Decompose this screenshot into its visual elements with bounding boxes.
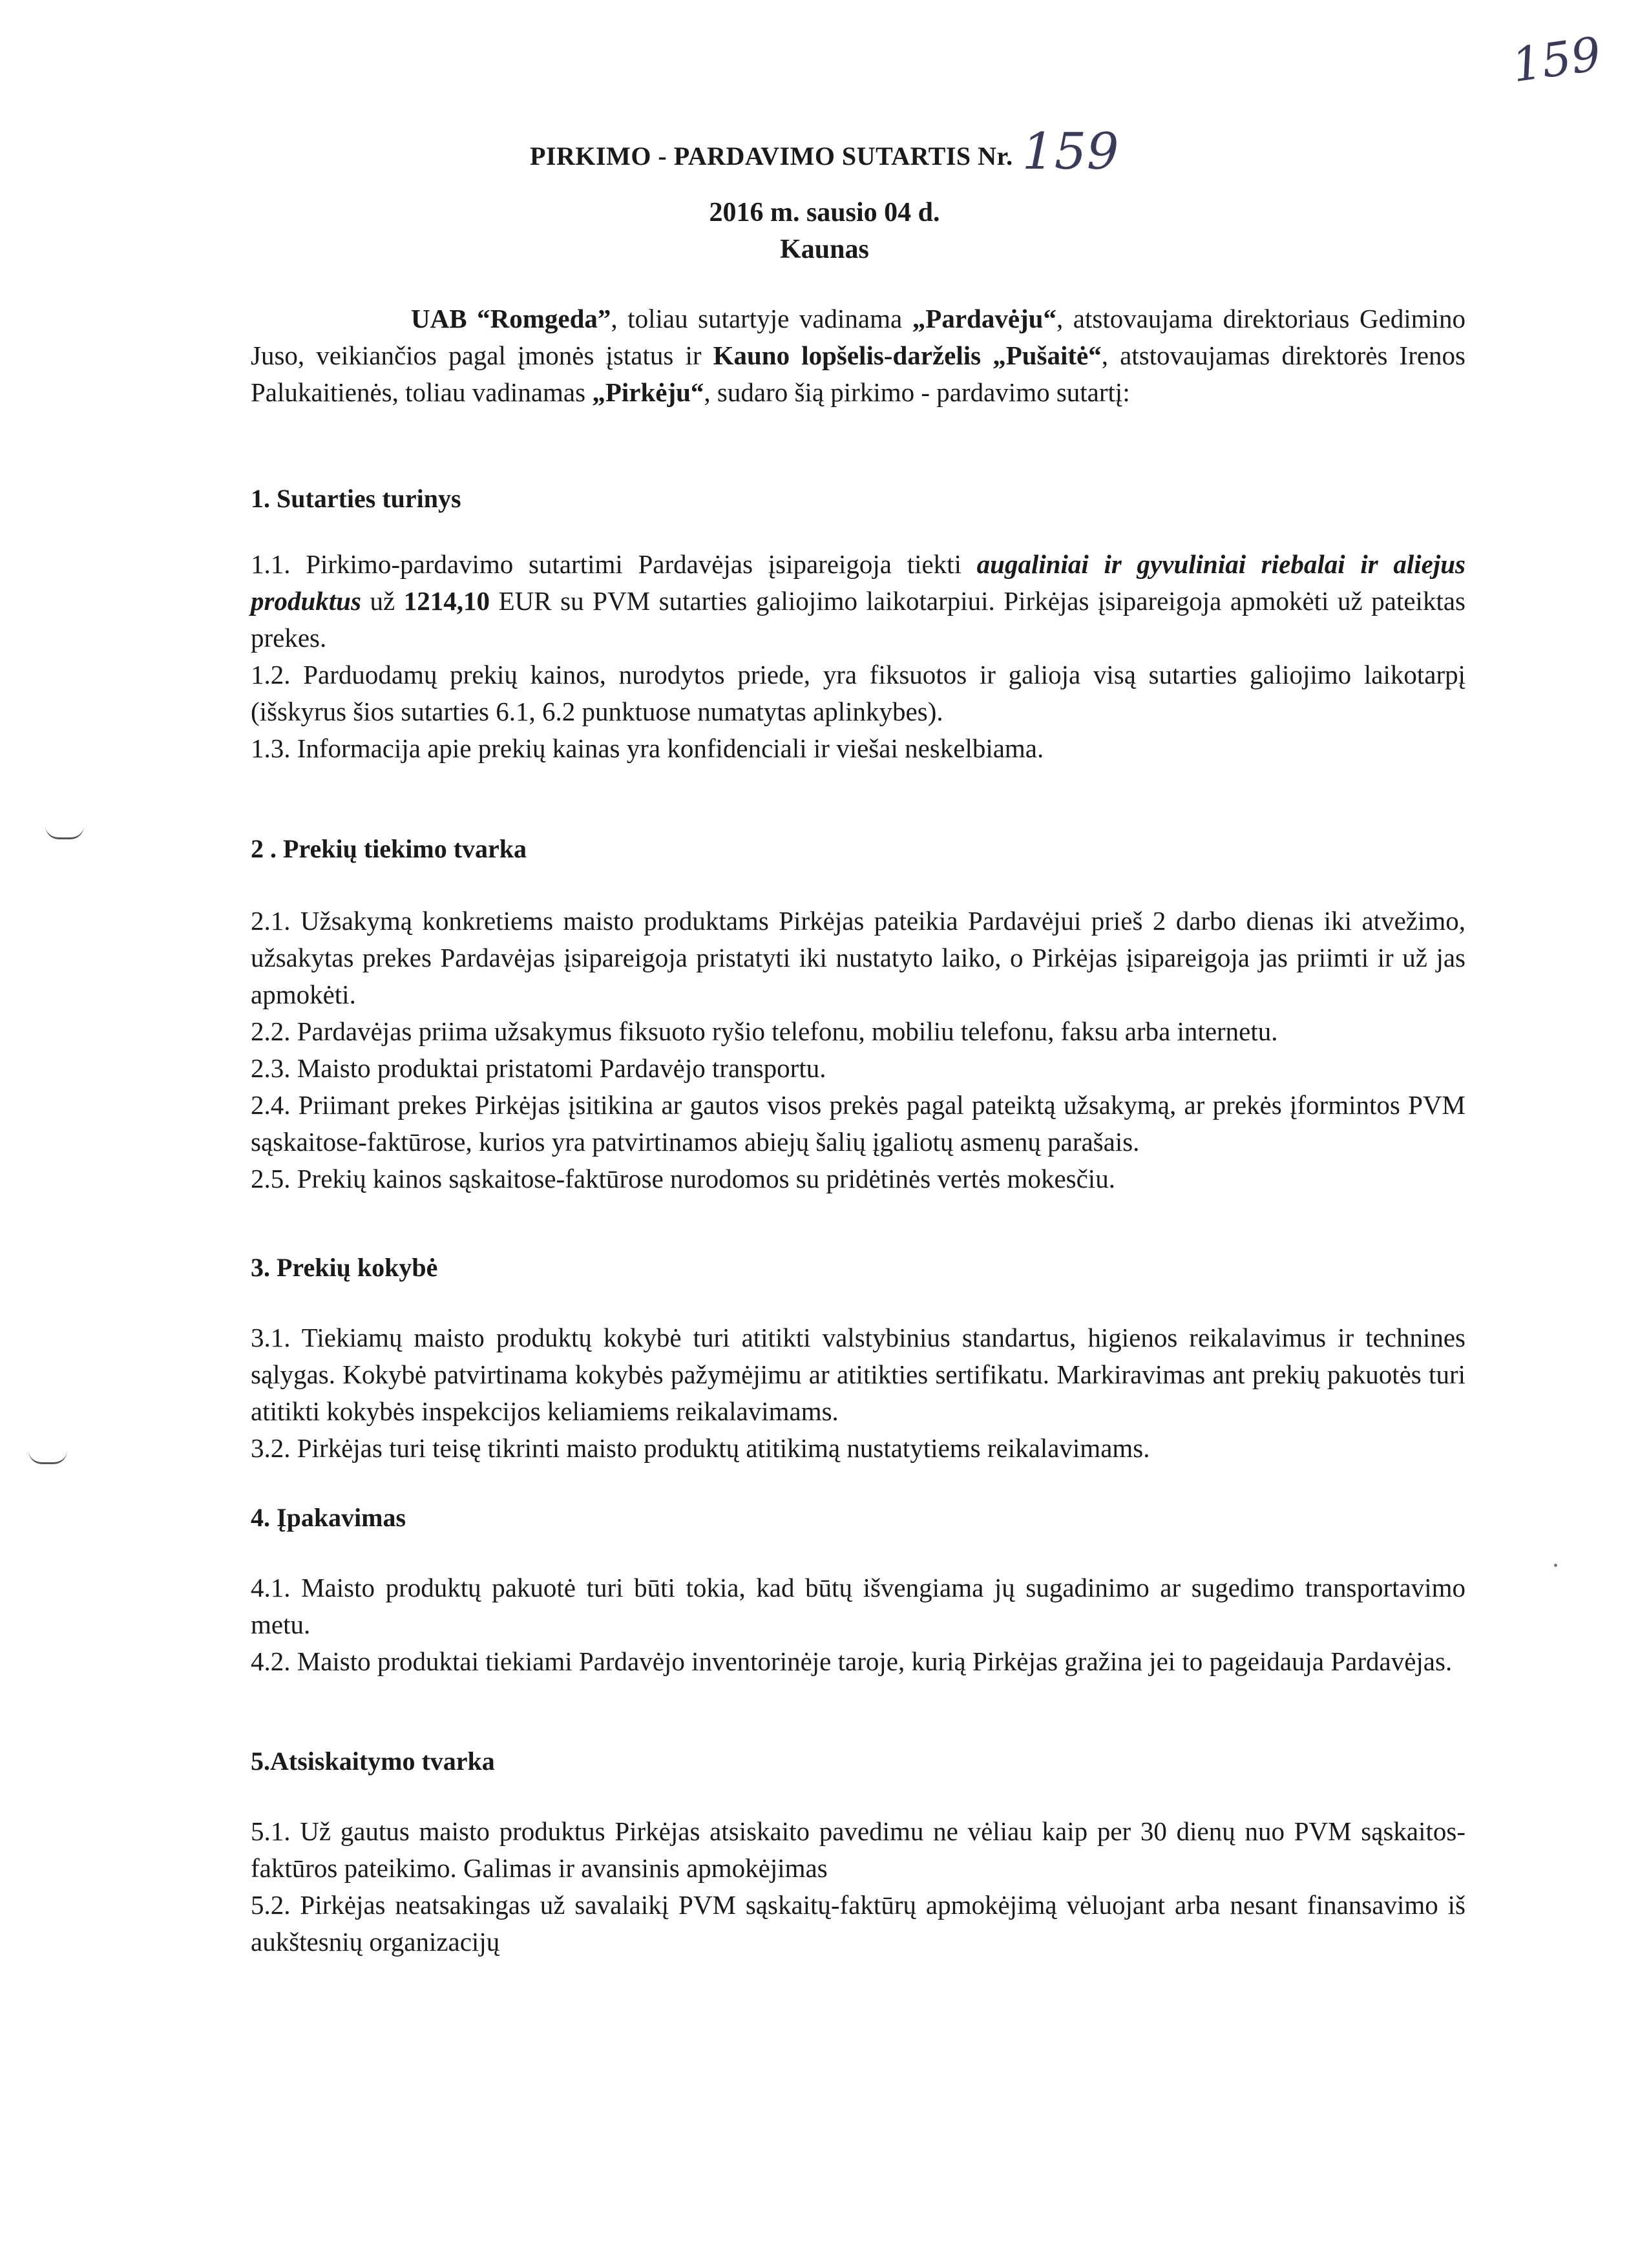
- product-name: augaliniai ir gyvuliniai riebalai ir aliejus produktus: [251, 549, 1465, 616]
- scan-mark: [45, 826, 84, 839]
- section-3-body: [251, 1319, 1465, 1467]
- seller-role: „Pardavėju“: [912, 304, 1056, 333]
- intro-text: , sudaro šią pirkimo - pardavimo sutartį:: [704, 377, 1130, 407]
- clause-3-2: 3.2. Pirkėjas turi teisę tikrinti maisto produktų atitikimą nustatytiems reikalavimams.: [251, 1433, 1150, 1463]
- section-1-heading: 1. Sutarties turinys: [251, 484, 461, 513]
- title-text: PIRKIMO - PARDAVIMO SUTARTIS Nr.: [530, 142, 1013, 171]
- section-2-heading: 2 . Prekių tiekimo tvarka: [251, 834, 527, 863]
- intro-text: , atstovaujamas direktorės Irenos Palukaitienės, toliau vadinamas: [251, 341, 1465, 407]
- clause-1-1: [251, 546, 1465, 656]
- section-5-body: [251, 1813, 1465, 1960]
- clause-4-2: 4.2. Maisto produktai tiekiami Pardavėjo inventorinėje taroje, kurią Pirkėjas gražina jei to pageidauja Pardavėjas.: [251, 1646, 1453, 1676]
- intro-text: , toliau sutartyje vadinama: [611, 304, 912, 333]
- clause-text: už: [361, 586, 404, 616]
- clause-2-5: 2.5. Prekių kainos sąskaitose-faktūrose nurodomos su pridėtinės vertės mokesčiu.: [251, 1164, 1115, 1193]
- buyer-role: „Pirkėju“: [592, 377, 704, 407]
- clause-text: EUR su PVM sutarties galiojimo laikotarpiui. Pirkėjas įsipareigoja apmokėti už pateiktas prekes.: [251, 586, 1465, 653]
- clause-4-1: 4.1. Maisto produktų pakuotė turi būti tokia, kad būtų išvengiama jų sugadinimo ar sugedimo transportavimo metu.: [251, 1573, 1465, 1639]
- clause-1-2: 1.2. Parduodamų prekių kainos, nurodytos priede, yra fiksuotos ir galioja visą sutarties galiojimo laikotarpį (išskyrus šios sutarties 6.1, 6.2 punktuose numatytas aplinkybes).: [251, 660, 1465, 726]
- section-2-body: [251, 903, 1465, 1197]
- contract-amount: 1214,10: [403, 586, 490, 616]
- document-title: [0, 123, 1649, 181]
- clause-2-1: 2.1. Užsakymą konkretiems maisto produktams Pirkėjas pateikia Pardavėjui prieš 2 darbo dienas iki atvežimo, užsakytas prekes Pardavėjas įsipareigoja pristatyti iki nustatyto laiko, o Pirkėjas įsipareigoja jas priimti ir už jas apmokėti.: [251, 906, 1465, 1009]
- section-1-body: [251, 546, 1465, 767]
- handwritten-contract-number: 159: [1022, 123, 1119, 181]
- clause-3-1: 3.1. Tiekiamų maisto produktų kokybė turi atitikti valstybinius standartus, higienos reikalavimus ir technines sąlygas. Kokybė patvirtinama kokybės pažymėjimu ar atitikties sertifikatu. Markiravimas ant prekių pakuotės turi atitikti kokybės inspekcijos keliamiems reikalavimams.: [251, 1323, 1465, 1426]
- clause-5-2: 5.2. Pirkėjas neatsakingas už savalaikį PVM sąskaitų-faktūrų apmokėjimą vėluojant arba nesant finansavimo iš aukštesnių organizacijų: [251, 1890, 1465, 1957]
- clause-1-3: 1.3. Informacija apie prekių kainas yra konfidenciali ir viešai neskelbiama.: [251, 733, 1044, 763]
- intro-paragraph: [251, 300, 1465, 411]
- clause-text: 1.1. Pirkimo-pardavimo sutartimi Pardavėjas įsipareigoja tiekti: [251, 549, 977, 579]
- section-4-body: [251, 1570, 1465, 1680]
- buyer-name: Kauno lopšelis-darželis „Pušaitė“: [713, 341, 1102, 370]
- clause-2-3: 2.3. Maisto produktai pristatomi Pardavėjo transportu.: [251, 1053, 826, 1083]
- handwritten-page-number: 159: [1508, 26, 1604, 93]
- scan-dot: [1554, 1564, 1557, 1567]
- seller-name: UAB “Romgeda”: [411, 304, 611, 333]
- clause-5-1: 5.1. Už gautus maisto produktus Pirkėjas atsiskaito pavedimu ne vėliau kaip per 30 dienų nuo PVM sąskaitos-faktūros pateikimo. Galimas ir avansinis apmokėjimas: [251, 1816, 1465, 1883]
- section-3-heading: 3. Prekių kokybė: [251, 1253, 438, 1282]
- scan-mark: [28, 1451, 67, 1464]
- clause-2-4: 2.4. Priimant prekes Pirkėjas įsitikina ar gautos visos prekės pagal pateiktą užsakymą, ar prekės įformintos PVM sąskaitose-faktūrose, kurios yra patvirtinamos abiejų šalių įgaliotų asmenų parašais.: [251, 1090, 1465, 1157]
- contract-date: 2016 m. sausio 04 d.: [709, 198, 940, 227]
- intro-text: , atstovaujama direktoriaus Gedimino Juso, veikiančios pagal įmonės įstatus ir: [251, 304, 1466, 370]
- section-4-heading: 4. Įpakavimas: [251, 1503, 406, 1532]
- clause-2-2: 2.2. Pardavėjas priima užsakymus fiksuoto ryšio telefonu, mobiliu telefonu, faksu arba internetu.: [251, 1016, 1278, 1046]
- section-5-heading: 5.Atsiskaitymo tvarka: [251, 1747, 495, 1776]
- contract-city: Kaunas: [780, 235, 869, 264]
